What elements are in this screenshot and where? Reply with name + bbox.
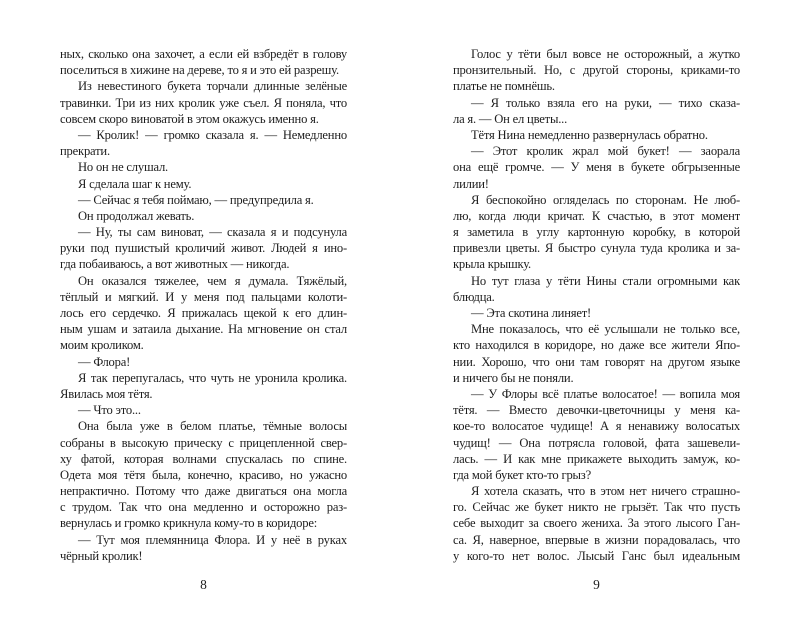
text-line: Но он не слушал. [78,160,169,175]
text-line: Я беспокойно огляделась по сторонам. Не люб- [471,192,740,207]
text-line: — Кролик! — громко сказала я. — Немедленно [78,127,347,142]
text-line: кое-то волосатое чудище! А я ненавижу волосатых [453,419,740,434]
text-line: гда побаиваюсь, а вот животных — никогда. [60,257,290,272]
page-left-text [60,46,347,564]
text-line: привезли цветы. Я быстро сунула туда кролика и за- [453,241,740,256]
text-line: Но тут глаза у тёти Нины стали огромными как [471,273,740,288]
text-line: Я хотела сказать, что в этом нет ничего страшно- [471,484,740,499]
text-line: — Что это... [78,403,141,418]
text-line: — Эта скотина линяет! [471,306,592,320]
text-line: у кого-то нет волос. Лысый Ганс был идеальным [453,548,740,563]
text-line: чудищ! — Она потрясла головой, фата зашевели- [453,435,740,450]
text-line: — Я только взяла его на руки, — тихо сказа- [471,95,740,110]
text-line: она ещё громче. — У меня в букете обгрызенные [453,160,740,175]
page-number-right: 9 [593,577,600,592]
text-line: ным ушам и затаила дыхание. На мгновение он стал [60,322,347,337]
text-line: гда мой букет кто-то грыз? [453,467,591,482]
page-number-left: 8 [200,577,207,592]
text-line: Голос у тёти был вовсе не осторожный, а жутко [471,47,740,61]
text-line: лось его сердечко. Я прижалась щекой к его длин- [60,306,347,320]
text-line: травинки. Три из них кролик уже съел. Я поняла, что [60,95,347,110]
text-line: платье не помнёшь. [453,79,555,94]
page-right-text [453,46,740,564]
text-line: — Этот кролик жрал мой букет! — заорала [471,144,740,159]
text-line: я заметила в углу картонную коробку, в которой [453,225,740,240]
text-line: кто находился в коридоре, но даже все жители Япо- [453,338,740,353]
page-left [60,46,347,606]
text-line: вернулась и громко крикнула кому-то в коридоре: [60,516,318,531]
text-line: — Ну, ты сам виноват, — сказала я и подсунула [78,225,347,240]
text-line: ных, сколько она захочет, а если ей взбредёт в голову [60,47,347,61]
text-line: Она была уже в белом платье, тёмные волосы [78,419,347,434]
text-line: моим кроликом. [60,338,144,353]
text-line: го. Сейчас же букет никто не грызёт. Так что пусть [453,500,740,515]
text-line: нии. Хорошо, что они там говорят на другом языке [453,354,740,369]
text-line: лась. — И как мне прикажете выходить замуж, ко- [453,451,740,466]
text-line: совсем скоро виноватой в этом окажусь именно я. [60,111,319,126]
text-line: Мне показалось, что её услышали не только все, [471,322,740,337]
text-line: Он оказался тяжелее, чем я думала. Тяжёлый, [78,273,347,288]
text-line: крыла крышку. [453,257,531,272]
text-line: тёплый и мягкий. И у меня под пальцами колоти- [60,289,347,304]
text-line: и ничего бы не поняли. [453,370,574,385]
text-line: чёрный кролик! [60,548,143,563]
text-line: ла я. — Он ел цветы... [453,111,568,126]
text-line: са. Я, наверное, впервые в жизни порадовалась, что [453,532,740,547]
text-line: руки под пушистый кроличий живот. Людей я ино- [60,241,347,256]
text-line: Одета моя тётя была, конечно, красиво, но ужасно [60,467,347,482]
text-line: с трудом. Так что она медленно и осторожно раз- [60,500,347,515]
text-line: прекрати. [60,144,110,159]
text-line: Из невестиного букета торчали длинные зелёные [78,79,347,94]
text-line: лю, когда люди кричат. К счастью, в этот момент [453,208,740,223]
text-line: ху фатой, которая волнами спускалась по спине. [60,451,347,466]
text-line: блюдца. [453,289,495,304]
text-line: пронзительный. Но, с другой стороны, криками-то [453,63,740,78]
text-line: Он продолжал жевать. [78,208,195,223]
text-line: Тётя Нина немедленно развернулась обратно. [471,127,708,142]
page-right [453,46,740,606]
text-line: Я сделала шаг к нему. [78,176,192,191]
text-line: непрактично. Потому что даже двигаться она могла [60,484,347,499]
text-line: поселиться в хижине на дереве, то я и это ей разрешу. [60,63,339,78]
text-line: себе выходит за своего жениха. За этого лысого Ган- [453,516,740,531]
text-line: тётя. — Вместо девочки-цветочницы у меня ка- [453,403,740,418]
text-line: — У Флоры всё платье волосатое! — вопила моя [471,386,740,401]
text-line: лилии! [453,176,489,191]
text-line: Я так перепугалась, что чуть не уронила кролика. [78,370,347,385]
text-line: — Сейчас я тебя поймаю, — предупредила я. [78,192,314,207]
text-line: — Флора! [78,354,131,369]
text-line: — Тут моя племянница Флора. И у неё в руках [78,532,347,547]
text-line: собраны в высокую прическу с прицепленной свер- [60,435,347,450]
text-line: Явилась моя тётя. [60,386,153,401]
